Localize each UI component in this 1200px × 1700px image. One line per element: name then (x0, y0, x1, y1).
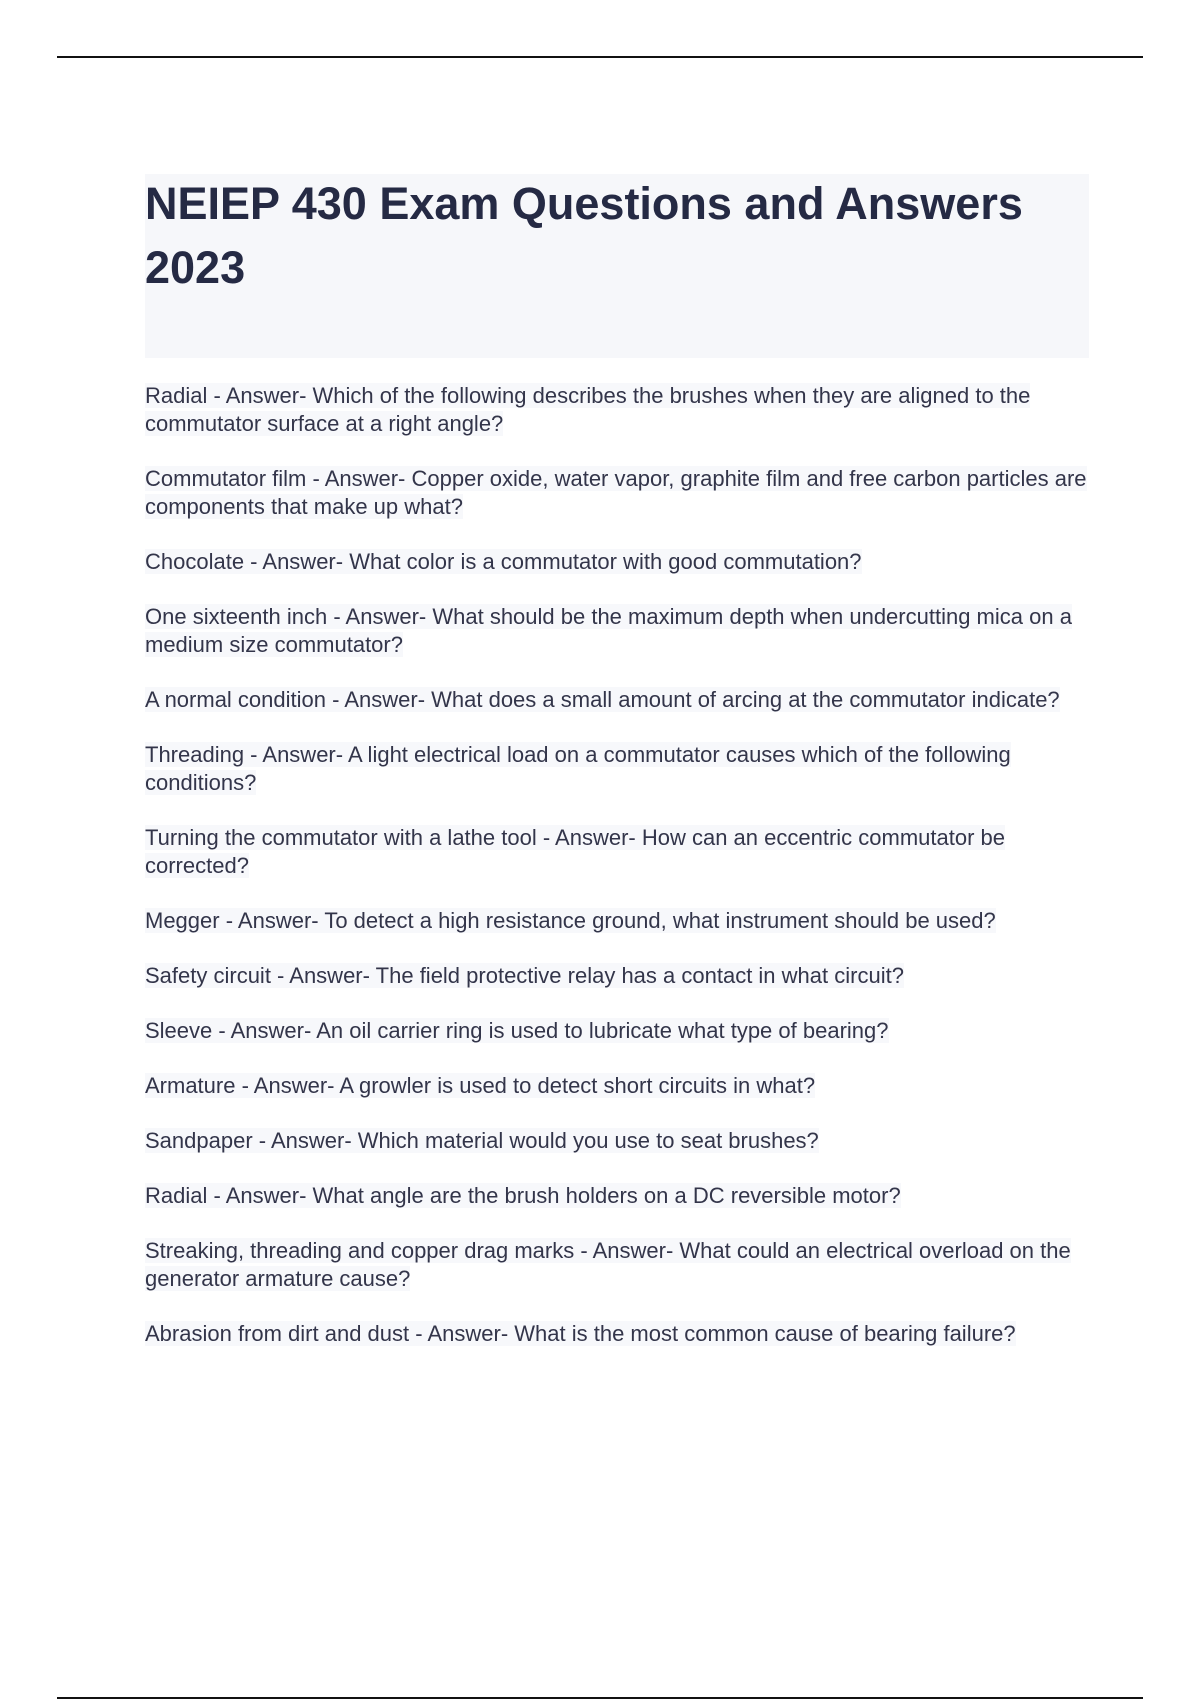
qa-item (145, 1320, 1090, 1348)
qa-item (145, 962, 1090, 990)
qa-list (145, 382, 1090, 1375)
qa-item (145, 1182, 1090, 1210)
qa-text: Megger - Answer- To detect a high resistance ground, what instrument should be used? (145, 908, 996, 933)
page-title: NEIEP 430 Exam Questions and Answers 2023 (145, 178, 1023, 293)
qa-text: Sandpaper - Answer- Which material would you use to seat brushes? (145, 1128, 819, 1153)
qa-text: Streaking, threading and copper drag marks - Answer- What could an electrical overload on the generator armature cause? (145, 1238, 1071, 1291)
qa-text: Sleeve - Answer- An oil carrier ring is used to lubricate what type of bearing? (145, 1018, 889, 1043)
qa-text: Abrasion from dirt and dust - Answer- What is the most common cause of bearing failure? (145, 1321, 1016, 1346)
qa-text: Radial - Answer- What angle are the brush holders on a DC reversible motor? (145, 1183, 901, 1208)
qa-item (145, 465, 1090, 521)
qa-item (145, 603, 1090, 659)
bottom-divider (57, 1697, 1143, 1699)
qa-item (145, 1072, 1090, 1100)
qa-item (145, 907, 1090, 935)
qa-item (145, 686, 1090, 714)
qa-text: A normal condition - Answer- What does a small amount of arcing at the commutator indicate? (145, 687, 1060, 712)
qa-item (145, 741, 1090, 797)
qa-text: Radial - Answer- Which of the following describes the brushes when they are aligned to the commutator surface at a right angle? (145, 383, 1031, 436)
qa-text: Chocolate - Answer- What color is a commutator with good commutation? (145, 549, 862, 574)
qa-text: Turning the commutator with a lathe tool - Answer- How can an eccentric commutator be corrected? (145, 825, 1006, 878)
qa-item (145, 1127, 1090, 1155)
qa-text: Armature - Answer- A growler is used to detect short circuits in what? (145, 1073, 816, 1098)
qa-item (145, 382, 1090, 438)
qa-text: Commutator film - Answer- Copper oxide, water vapor, graphite film and free carbon particles are components that make up what? (145, 466, 1087, 519)
qa-text: Threading - Answer- A light electrical load on a commutator causes which of the following conditions? (145, 742, 1011, 795)
qa-item (145, 824, 1090, 880)
qa-text: Safety circuit - Answer- The field protective relay has a contact in what circuit? (145, 963, 904, 988)
top-divider (57, 56, 1143, 58)
qa-item (145, 1237, 1090, 1293)
qa-text: One sixteenth inch - Answer- What should be the maximum depth when undercutting mica on a medium size commutator? (145, 604, 1072, 657)
qa-item (145, 1017, 1090, 1045)
qa-item (145, 548, 1090, 576)
